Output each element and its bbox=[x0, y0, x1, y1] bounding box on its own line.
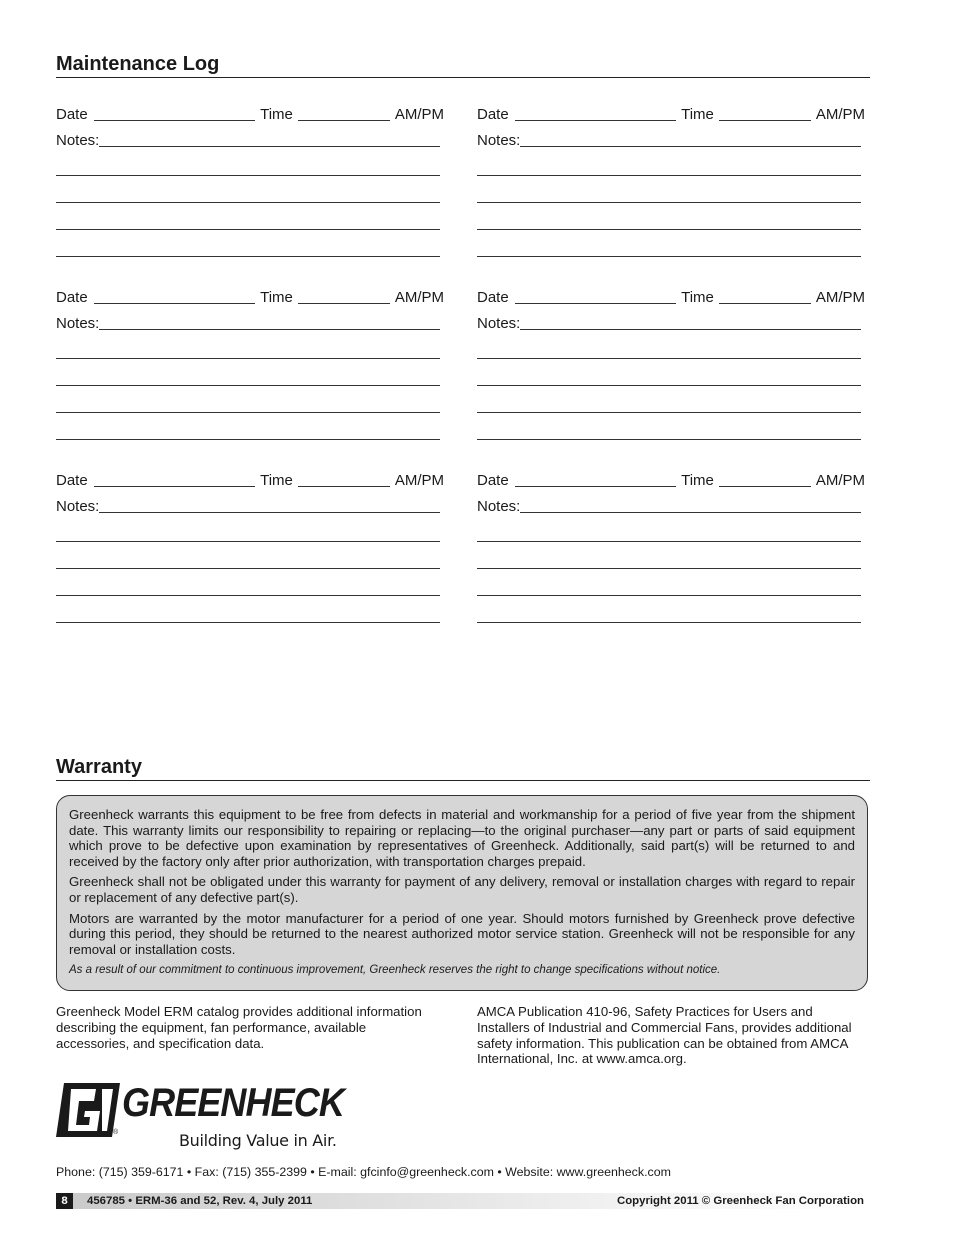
time-field[interactable] bbox=[298, 472, 390, 487]
notes-line[interactable] bbox=[477, 386, 861, 413]
registered-mark: ® bbox=[113, 1129, 119, 1136]
notes-line[interactable] bbox=[477, 230, 861, 257]
log-date-time-row bbox=[56, 467, 444, 489]
notes-label: Notes: bbox=[477, 132, 521, 149]
ampm-label: AM/PM bbox=[394, 472, 444, 489]
notes-line[interactable] bbox=[477, 542, 861, 569]
footer-bar bbox=[56, 1193, 870, 1209]
time-field[interactable] bbox=[298, 106, 390, 121]
notes-line[interactable] bbox=[477, 203, 861, 230]
notes-line[interactable] bbox=[56, 596, 440, 623]
notes-field[interactable] bbox=[99, 498, 440, 513]
warranty-paragraph-2: Greenheck shall not be obligated under this warranty for payment of any delivery, removal or installation charges with regard to repair or replacement of any defective part(s). bbox=[69, 874, 855, 905]
log-entry bbox=[477, 284, 865, 440]
notes-line[interactable] bbox=[56, 203, 440, 230]
notes-row bbox=[477, 489, 865, 515]
notes-line[interactable] bbox=[477, 515, 861, 542]
notes-line[interactable] bbox=[56, 176, 440, 203]
date-field[interactable] bbox=[515, 289, 676, 304]
notes-row bbox=[477, 306, 865, 332]
date-label: Date bbox=[477, 106, 509, 123]
logo-name: GREENHECK bbox=[122, 1081, 344, 1125]
notes-label: Notes: bbox=[56, 498, 100, 515]
warranty-box bbox=[56, 795, 868, 991]
warranty-notice: As a result of our commitment to continuous improvement, Greenheck reserves the right to change specifications without notice. bbox=[69, 964, 721, 977]
contact-info: Phone: (715) 359-6171 • Fax: (715) 355-2399 • E-mail: gfcinfo@greenheck.com • Website: www.greenheck.com bbox=[56, 1165, 671, 1179]
notes-line[interactable] bbox=[477, 149, 861, 176]
notes-field[interactable] bbox=[99, 132, 440, 147]
notes-row bbox=[56, 306, 444, 332]
log-entry bbox=[477, 101, 865, 257]
ampm-label: AM/PM bbox=[394, 106, 444, 123]
log-date-time-row bbox=[477, 467, 865, 489]
time-field[interactable] bbox=[719, 289, 811, 304]
notes-label: Notes: bbox=[477, 498, 521, 515]
log-date-time-row bbox=[56, 284, 444, 306]
log-date-time-row bbox=[477, 284, 865, 306]
notes-label: Notes: bbox=[56, 132, 100, 149]
log-entry bbox=[56, 101, 444, 257]
date-field[interactable] bbox=[515, 106, 676, 121]
notes-line[interactable] bbox=[477, 569, 861, 596]
warranty-paragraph-1: Greenheck warrants this equipment to be free from defects in material and workmanship for a period of five year from the shipment date. This warranty limits our responsibility to repairing or replacing—to the original purchaser—any part or parts of said equipment which prove to be defective upon examination by representatives of Greenheck. Additionally, said part(s) will be returned to and received by the factory only after prior authorization, with transportation charges prepaid. bbox=[69, 807, 855, 869]
notes-line[interactable] bbox=[56, 542, 440, 569]
date-label: Date bbox=[56, 289, 88, 306]
notes-line[interactable] bbox=[477, 176, 861, 203]
notes-row bbox=[56, 489, 444, 515]
notes-label: Notes: bbox=[56, 315, 100, 332]
time-label: Time bbox=[260, 106, 293, 123]
date-label: Date bbox=[56, 106, 88, 123]
notes-field[interactable] bbox=[520, 132, 861, 147]
warranty-paragraph-3: Motors are warranted by the motor manufacturer for a period of one year. Should motors furnished by Greenheck prove defective during this period, they should be returned to the nearest authorized motor service station. Greenheck will not be responsible for any removal or installation costs. bbox=[69, 910, 855, 957]
notes-line[interactable] bbox=[477, 596, 861, 623]
notes-line[interactable] bbox=[477, 332, 861, 359]
time-label: Time bbox=[681, 289, 714, 306]
copyright: Copyright 2011 © Greenheck Fan Corporation bbox=[616, 1195, 864, 1207]
maintenance-log-title: Maintenance Log bbox=[56, 52, 870, 78]
ampm-label: AM/PM bbox=[394, 289, 444, 306]
catalog-info: Greenheck Model ERM catalog provides additional information describing the equipment, fan performance, available accessories, and specification data. bbox=[56, 1004, 422, 1051]
notes-row bbox=[477, 123, 865, 149]
log-date-time-row bbox=[56, 101, 444, 123]
date-field[interactable] bbox=[94, 106, 255, 121]
notes-field[interactable] bbox=[520, 315, 861, 330]
notes-line[interactable] bbox=[56, 230, 440, 257]
notes-line[interactable] bbox=[56, 386, 440, 413]
date-field[interactable] bbox=[515, 472, 676, 487]
date-label: Date bbox=[477, 472, 509, 489]
document-id: 456785 • ERM-36 and 52, Rev. 4, July 2011 bbox=[87, 1195, 313, 1207]
time-label: Time bbox=[260, 472, 293, 489]
log-entry bbox=[56, 467, 444, 623]
time-field[interactable] bbox=[298, 289, 390, 304]
warranty-title: Warranty bbox=[56, 755, 870, 781]
log-entry bbox=[56, 284, 444, 440]
logo-tagline: Building Value in Air. bbox=[179, 1131, 337, 1150]
log-date-time-row bbox=[477, 101, 865, 123]
notes-line[interactable] bbox=[477, 413, 861, 440]
notes-row bbox=[56, 123, 444, 149]
page-number: 8 bbox=[56, 1193, 73, 1209]
notes-line[interactable] bbox=[56, 149, 440, 176]
date-label: Date bbox=[56, 472, 88, 489]
time-label: Time bbox=[681, 106, 714, 123]
notes-line[interactable] bbox=[56, 569, 440, 596]
time-label: Time bbox=[681, 472, 714, 489]
notes-label: Notes: bbox=[477, 315, 521, 332]
date-field[interactable] bbox=[94, 289, 255, 304]
ampm-label: AM/PM bbox=[815, 289, 865, 306]
ampm-label: AM/PM bbox=[815, 106, 865, 123]
greenheck-logo bbox=[56, 1083, 346, 1155]
notes-line[interactable] bbox=[56, 413, 440, 440]
notes-field[interactable] bbox=[520, 498, 861, 513]
time-field[interactable] bbox=[719, 472, 811, 487]
amca-info: AMCA Publication 410-96, Safety Practices for Users and Installers of Industrial and Commercial Fans, provides additional safety information. This publication can be obtained from AMCA International, Inc. at www.amca.org. bbox=[477, 1004, 852, 1067]
ampm-label: AM/PM bbox=[815, 472, 865, 489]
notes-line[interactable] bbox=[56, 359, 440, 386]
time-label: Time bbox=[260, 289, 293, 306]
date-label: Date bbox=[477, 289, 509, 306]
notes-line[interactable] bbox=[477, 359, 861, 386]
date-field[interactable] bbox=[94, 472, 255, 487]
time-field[interactable] bbox=[719, 106, 811, 121]
notes-field[interactable] bbox=[99, 315, 440, 330]
greenheck-g-logo-icon bbox=[56, 1083, 120, 1139]
notes-line[interactable] bbox=[56, 332, 440, 359]
notes-line[interactable] bbox=[56, 515, 440, 542]
log-entry bbox=[477, 467, 865, 623]
